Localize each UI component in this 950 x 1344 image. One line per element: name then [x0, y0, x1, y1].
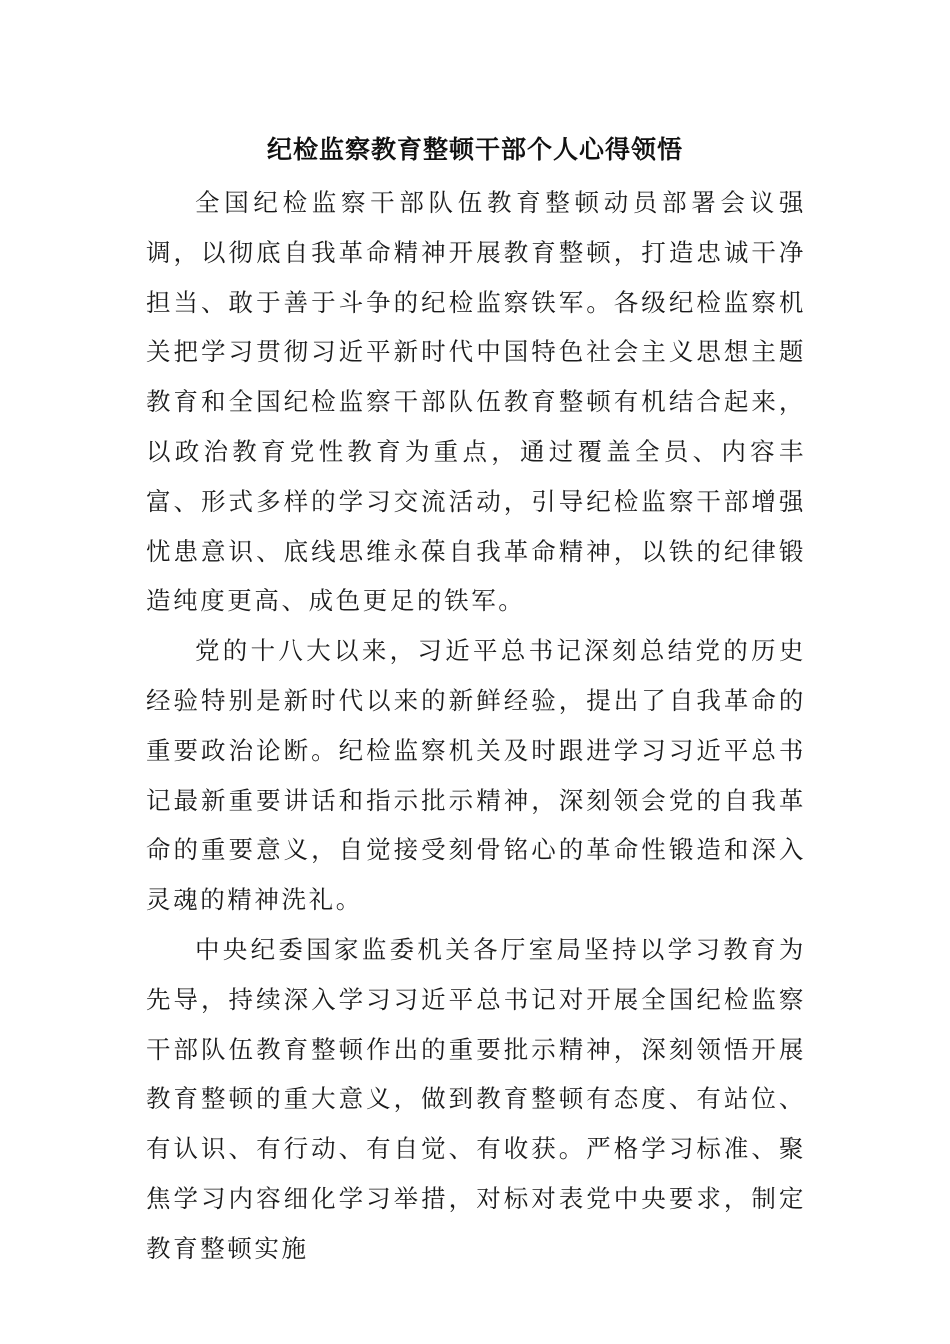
document-body — [146, 178, 806, 1274]
paragraph-3: 中央纪委国家监委机关各厅室局坚持以学习教育为先导，持续深入学习习近平总书记对开展全国纪检监察干部队伍教育整顿作出的重要批示精神，深刻领悟开展教育整顿的重大意义，做到教育整顿有态度、有站位、有认识、有行动、有自觉、有收获。严格学习标准、聚焦学习内容细化学习举措，对标对表党中央要求，制定教育整顿实施 — [146, 934, 806, 1263]
paragraph-2: 党的十八大以来，习近平总书记深刻总结党的历史经验特别是新时代以来的新鲜经验，提出了自我革命的重要政治论断。纪检监察机关及时跟进学习习近平总书记最新重要讲话和指示批示精神，深刻领会党的自我革命的重要意义，自觉接受刻骨铭心的革命性锻造和深入灵魂的精神洗礼。 — [146, 636, 806, 915]
document-title: 纪检监察教育整顿干部个人心得领悟 — [266, 135, 683, 164]
paragraph-1: 全国纪检监察干部队伍教育整顿动员部署会议强调，以彻底自我革命精神开展教育整顿，打造忠诚干净担当、敢于善于斗争的纪检监察铁军。各级纪检监察机关把学习贯彻习近平新时代中国特色社会主义思想主题教育和全国纪检监察干部队伍教育整顿有机结合起来，以政治教育党性教育为重点，通过覆盖全员、内容丰富、形式多样的学习交流活动，引导纪检监察干部增强忧患意识、底线思维永葆自我革命精神，以铁的纪律锻造纯度更高、成色更足的铁军。 — [146, 188, 806, 616]
